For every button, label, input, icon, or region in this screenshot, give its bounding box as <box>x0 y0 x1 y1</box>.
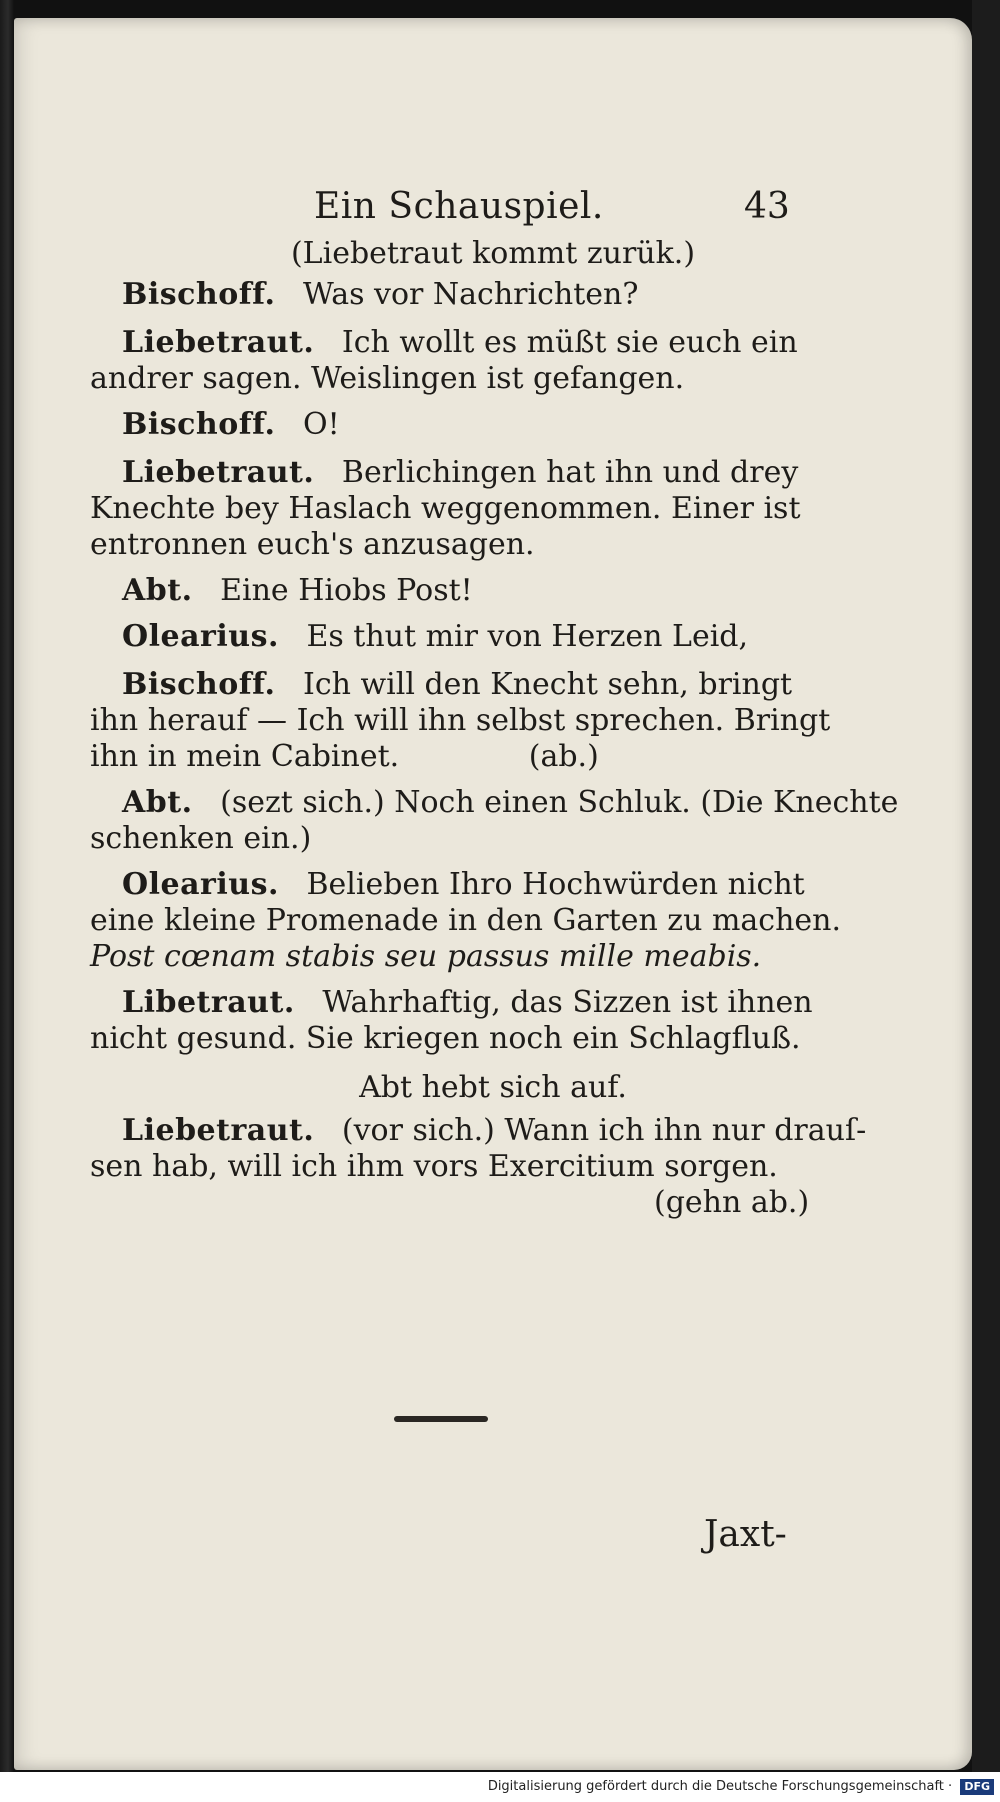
speech-line <box>122 1113 867 1148</box>
speaker-name: Bischoff. <box>122 667 276 702</box>
speech-line <box>122 785 899 820</box>
speech-line: andrer sagen. Weislingen ist gefangen. <box>90 361 685 396</box>
speech-text: Wahrhaftig, das Sizzen ist ihnen <box>322 985 813 1020</box>
speech-line <box>122 573 473 608</box>
speech-text: Es thut mir von Herzen Leid, <box>306 619 749 654</box>
speech-line <box>122 407 340 442</box>
speaker-name: Bischoff. <box>122 277 276 312</box>
scan-edge <box>972 0 1000 1802</box>
speech-line: eine kleine Promenade in den Garten zu machen. <box>90 903 842 938</box>
speech-text: Ich will den Knecht sehn, bringt <box>302 667 793 702</box>
speaker-name: Bischoff. <box>122 407 276 442</box>
speech-text: Was vor Nachrichten? <box>302 277 639 312</box>
section-rule <box>394 1416 488 1422</box>
speech-line <box>122 325 798 360</box>
speech-line <box>122 277 639 312</box>
digitization-footer <box>0 1772 1000 1802</box>
latin-quotation: Post cœnam stabis seu passus mille meabis. <box>90 939 762 974</box>
speech-line: nicht gesund. Sie kriegen noch ein Schlagfluß. <box>90 1021 801 1056</box>
speech-line: schenken ein.) <box>90 821 312 856</box>
speech-line <box>122 667 793 702</box>
page-number: 43 <box>744 186 790 227</box>
speech-line <box>122 867 805 902</box>
book-page <box>14 18 972 1770</box>
speaker-name: Olearius. <box>122 867 279 902</box>
stage-direction: (ab.) <box>528 739 599 774</box>
speaker-name: Olearius. <box>122 619 279 654</box>
speech-text: Berlichingen hat ihn und drey <box>341 455 799 490</box>
footer-text: Digitalisierung gefördert durch die Deutsche Forschungsgemeinschaft · <box>487 1779 953 1794</box>
speech-text: O! <box>302 407 340 442</box>
stage-direction: (gehn ab.) <box>654 1185 810 1220</box>
speaker-name: Libetraut. <box>122 985 295 1020</box>
speech-line <box>122 985 813 1020</box>
speech-text: Eine Hiobs Post! <box>220 573 473 608</box>
stage-direction: Abt hebt sich auf. <box>359 1070 627 1105</box>
speech-text: (sezt sich.) Noch einen Schluk. (Die Knechte <box>220 785 899 820</box>
speech-line <box>122 619 749 654</box>
speech-line <box>122 455 799 490</box>
speaker-name: Liebetraut. <box>122 1113 315 1148</box>
speech-line <box>90 739 599 774</box>
speech-line: sen hab, will ich ihm vors Exercitium sorgen. <box>90 1149 778 1184</box>
speaker-name: Liebetraut. <box>122 325 315 360</box>
speaker-name: Abt. <box>122 573 193 608</box>
speech-line: ihn herauf — Ich will ihn selbst sprechen. Bringt <box>90 703 831 738</box>
dfg-logo-icon: DFG <box>960 1779 994 1795</box>
stage-direction: (Liebetraut kommt zurük.) <box>290 236 696 271</box>
speaker-name: Abt. <box>122 785 193 820</box>
running-title: Ein Schauspiel. <box>314 186 604 227</box>
speech-line: Knechte bey Haslach weggenommen. Einer ist <box>90 491 801 526</box>
speech-text: Ich wollt es müßt sie euch ein <box>341 325 798 360</box>
speech-line: entronnen euch's anzusagen. <box>90 527 535 562</box>
speaker-name: Liebetraut. <box>122 455 315 490</box>
speech-text: (vor sich.) Wann ich ihn nur drauſ- <box>341 1113 867 1148</box>
speech-text: Belieben Ihro Hochwürden nicht <box>306 867 805 902</box>
catchword: Jaxt- <box>704 1514 787 1555</box>
speech-text: ihn in mein Cabinet. <box>90 739 400 774</box>
